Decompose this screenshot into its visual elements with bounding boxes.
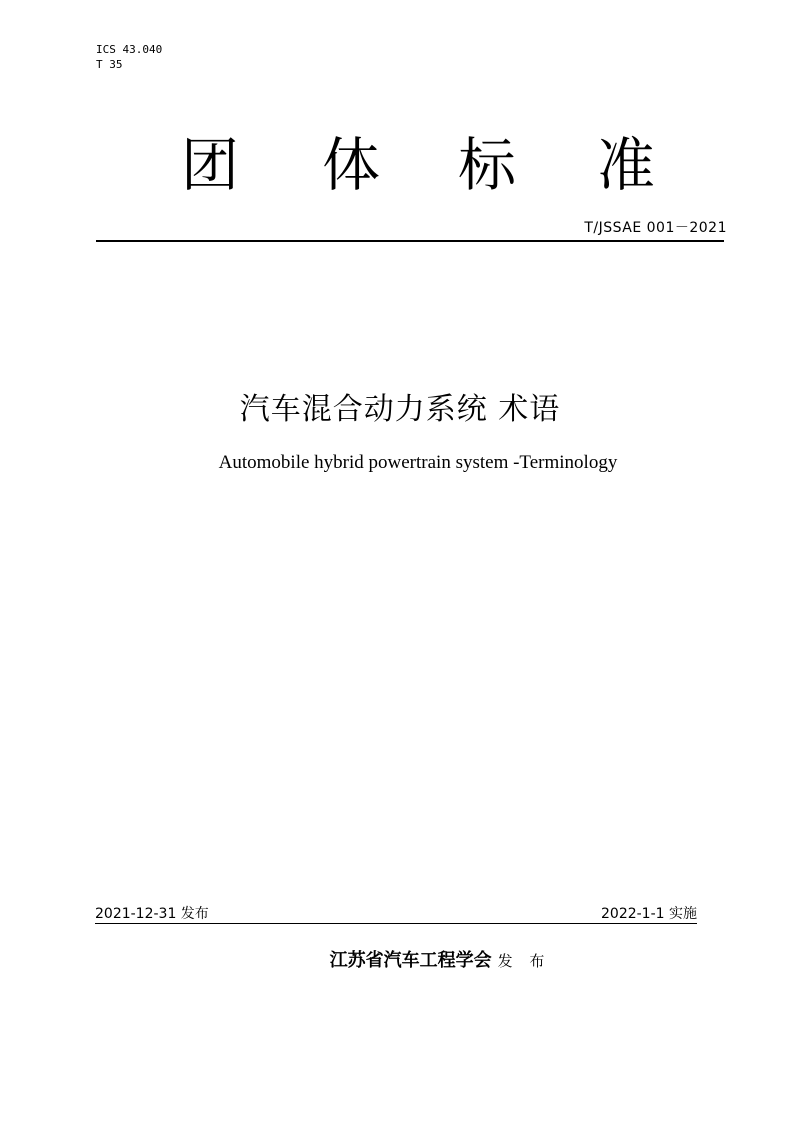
classification-codes xyxy=(96,42,162,73)
ccs-code: T 35 xyxy=(96,58,123,72)
standard-type-char-1: 团 xyxy=(181,131,240,199)
standard-type-heading xyxy=(165,128,665,202)
standard-type-char-4: 准 xyxy=(597,131,656,199)
ics-code: ICS 43.040 xyxy=(96,43,163,56)
document-title-chinese: 汽车混合动力系统 术语 xyxy=(239,392,561,427)
standard-type-char-3: 标 xyxy=(458,131,517,199)
publisher-line xyxy=(0,946,800,972)
publisher-organization: 江苏省汽车工程学会 xyxy=(329,950,492,971)
implementation-date: 2022-1-1 实施 xyxy=(601,906,697,922)
publisher-action: 发 布 xyxy=(497,952,551,970)
standard-type-char-2: 体 xyxy=(322,131,381,199)
publish-date: 2021-12-31 发布 xyxy=(95,906,209,922)
date-row xyxy=(95,903,697,924)
header-divider xyxy=(96,240,724,242)
document-title-english: Automobile hybrid powertrain system -Terminology xyxy=(218,452,618,473)
standard-number: T/JSSAE 001－2021 xyxy=(584,220,727,236)
